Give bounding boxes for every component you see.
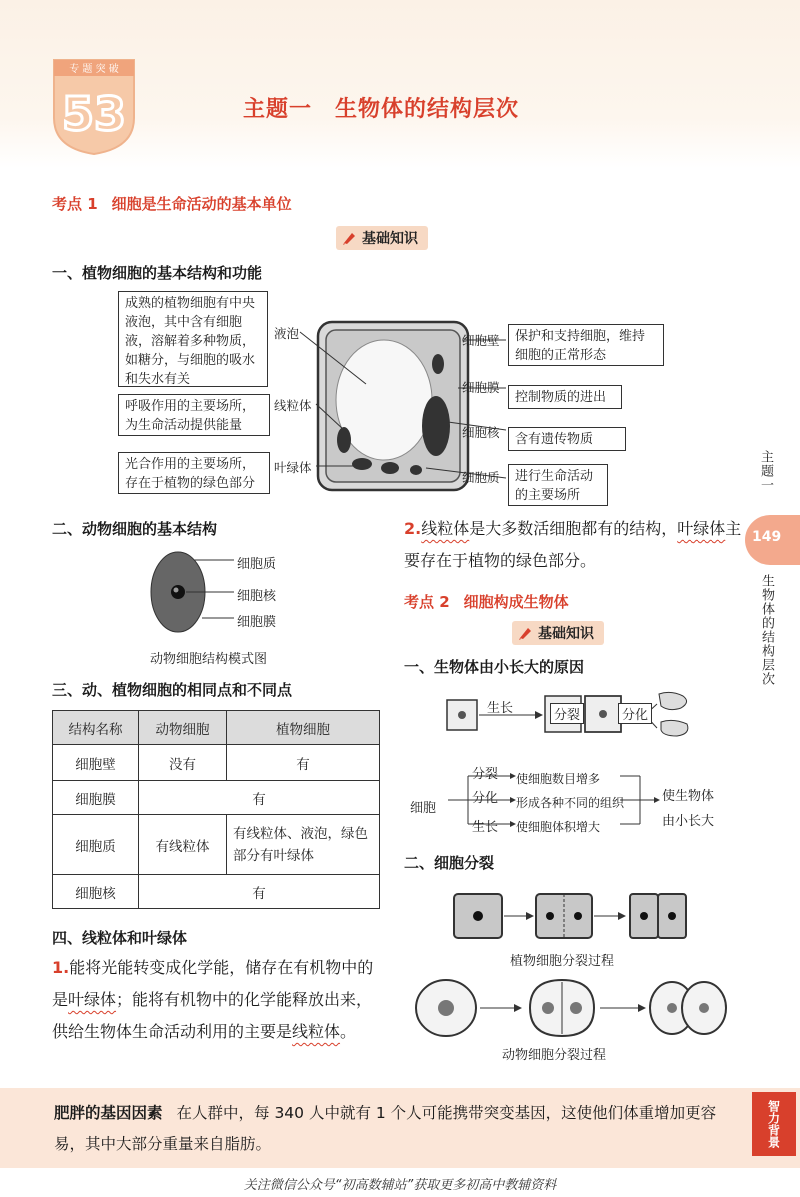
- animal-division-caption: 动物细胞分裂过程: [502, 1048, 607, 1063]
- tree-verb-divide: 分裂: [472, 767, 499, 782]
- table-cell: 细胞壁: [53, 745, 139, 781]
- footer-body: 在人群中，每 340 人中就有 1 个人可能携带突变基因，这使他们体重增加更容易，其中大部分重量来自脂肪。: [54, 1104, 717, 1153]
- table-cell: 有线粒体: [139, 815, 227, 875]
- table-cell: 细胞膜: [53, 781, 139, 815]
- basic-knowledge-pill-2: 基础知识: [512, 621, 604, 645]
- animal-cell-division-diagram: [410, 976, 730, 1040]
- flow-label-differentiation: 分化: [618, 703, 652, 724]
- plant-division-caption: 植物细胞分裂过程: [510, 954, 615, 969]
- table-row: [53, 815, 380, 875]
- label-cell-membrane: 细胞膜: [462, 380, 500, 395]
- table-cell: 细胞质: [53, 815, 139, 875]
- table-header-row: [53, 711, 380, 745]
- kaodian-2-label: 考点 2: [404, 593, 450, 611]
- tree-result-differentiate: 形成各种不同的组织: [516, 796, 625, 810]
- callout-chloroplast: 光合作用的主要场所，存在于植物的绿色部分: [118, 452, 270, 494]
- page-number: 149: [752, 529, 782, 545]
- kaodian-1-heading: [52, 193, 292, 214]
- pen-icon: [518, 625, 534, 641]
- footer-trivia: [54, 1098, 734, 1160]
- flow-label-growth: 生长: [487, 701, 514, 716]
- table-cell: 有: [139, 875, 380, 909]
- label-mitochondria: 线粒体: [274, 398, 312, 413]
- kaodian-1-title: 细胞是生命活动的基本单位: [111, 195, 292, 213]
- pen-icon: [342, 230, 358, 246]
- flow-label-division: 分裂: [550, 703, 584, 724]
- tree-result-divide: 使细胞数目增多: [516, 772, 601, 786]
- table-cell: 细胞核: [53, 875, 139, 909]
- kaodian-2-heading: [404, 591, 569, 612]
- tree-root: 细胞: [410, 801, 437, 816]
- logo-badge-text: 专 题 突 破: [69, 64, 119, 75]
- table-row: [53, 875, 380, 909]
- animal-cell-diagram: [148, 548, 238, 638]
- table-cell: 有: [227, 745, 380, 781]
- callout-cell-wall: 保护和支持细胞，维持细胞的正常形态: [508, 324, 664, 366]
- table-header-cell: 动物细胞: [139, 711, 227, 745]
- section-4-heading: 四、线粒体和叶绿体: [52, 929, 188, 947]
- tree-output-1: 使生物体: [662, 789, 715, 804]
- table-cell: 有线粒体、液泡，绿色部分有叶绿体: [227, 815, 380, 875]
- tree-output-2: 由小长大: [662, 814, 715, 829]
- background-knowledge-tab: 智力背景: [752, 1092, 796, 1156]
- label-nucleus: 细胞核: [462, 425, 500, 440]
- label-chloroplast: 叶绿体: [274, 460, 312, 475]
- side-topic: 主题一: [758, 450, 773, 492]
- tree-verb-grow: 生长: [472, 820, 499, 835]
- tree-result-grow: 使细胞体积增大: [516, 820, 601, 834]
- label-animal-nucleus: 细胞核: [237, 589, 277, 604]
- bottom-promo-note: 关注微信公众号“初高数辅站”获取更多初高中教辅资料: [243, 1178, 557, 1193]
- callout-mitochondria: 呼吸作用的主要场所，为生命活动提供能量: [118, 394, 270, 436]
- label-vacuole: 液泡: [274, 326, 300, 341]
- section-3-heading: 三、动、植物细胞的相同点和不同点: [52, 681, 293, 699]
- label-animal-cytoplasm: 细胞质: [237, 557, 277, 572]
- kaodian-2-heading-1: 一、生物体由小长大的原因: [404, 658, 585, 676]
- table-row: [53, 781, 380, 815]
- label-cytoplasm: 细胞质: [462, 470, 500, 485]
- table-row: [53, 745, 380, 781]
- tree-verb-differentiate: 分化: [472, 791, 499, 806]
- section-4-paragraph-2: 2.线粒体是大多数活细胞都有的结构，叶绿体主要存在于植物的绿色部分。: [404, 519, 742, 570]
- basic-knowledge-pill: 基础知识: [336, 226, 428, 250]
- label-animal-membrane: 细胞膜: [237, 615, 277, 630]
- kaodian-2-title: 细胞构成生物体: [463, 593, 569, 611]
- table-header-cell: 结构名称: [53, 711, 139, 745]
- label-cell-wall: 细胞壁: [462, 333, 500, 348]
- series-logo: [48, 56, 140, 156]
- section-1-heading: 一、植物细胞的基本结构和功能: [52, 264, 263, 282]
- kaodian-1-label: 考点 1: [52, 195, 98, 213]
- svg-text:53: 53: [61, 87, 127, 141]
- comparison-table: [52, 710, 380, 909]
- callout-vacuole: 成熟的植物细胞有中央液泡，其中含有细胞液，溶解着多种物质，如糖分，与细胞的吸水和失水有关: [118, 291, 268, 387]
- plant-cell-division-diagram: [450, 888, 690, 948]
- animal-cell-caption: 动物细胞结构模式图: [150, 652, 268, 667]
- footer-title: 肥胖的基因因素: [54, 1104, 163, 1122]
- kaodian-2-heading-2: 二、细胞分裂: [404, 854, 495, 872]
- table-header-cell: 植物细胞: [227, 711, 380, 745]
- callout-cell-membrane: 控制物质的进出: [508, 385, 622, 409]
- side-chapter-title: 生物体的结构层次: [759, 574, 774, 686]
- callout-nucleus: 含有遗传物质: [508, 427, 626, 451]
- table-cell: 没有: [139, 745, 227, 781]
- table-cell: 有: [139, 781, 380, 815]
- section-2-heading: 二、动物细胞的基本结构: [52, 520, 218, 538]
- page-title: 主题一 生物体的结构层次: [243, 97, 520, 122]
- callout-cytoplasm: 进行生命活动的主要场所: [508, 464, 608, 506]
- section-4-paragraph-1: 1.能将光能转变成化学能，储存在有机物中的是叶绿体；能将有机物中的化学能释放出来，供给生物体生命活动利用的主要是线粒体。: [52, 958, 374, 1041]
